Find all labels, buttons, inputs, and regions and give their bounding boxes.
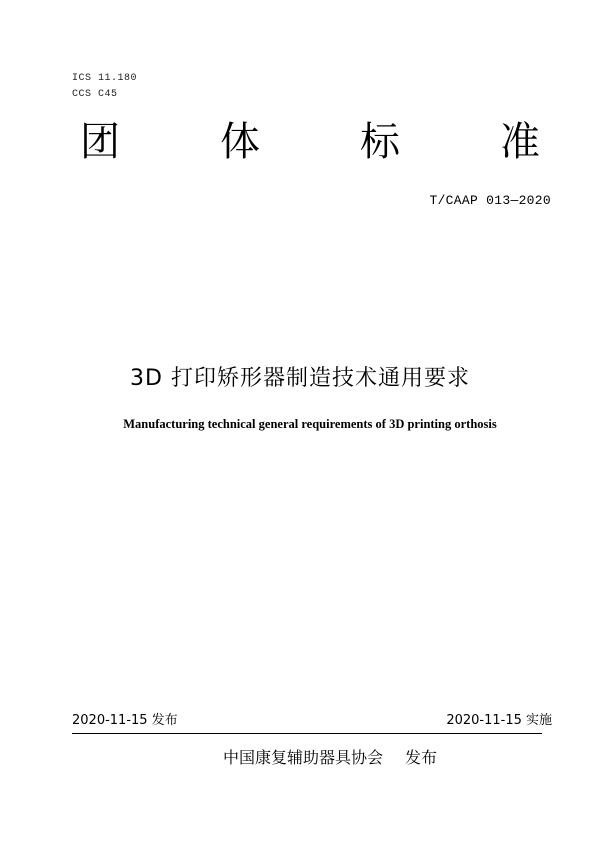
title-english: Manufacturing technical general requirements of 3D printing orthosis — [123, 417, 497, 431]
standard-number: T/CAAP 013—2020 — [429, 193, 551, 208]
issuer-name: 中国康复辅助器具协会 — [222, 748, 383, 767]
title-chinese: 3D 打印矫形器制造技术通用要求 — [130, 366, 470, 391]
standard-type-char: 准 — [500, 119, 540, 165]
footer-divider — [72, 733, 542, 734]
classification-codes — [72, 71, 137, 103]
ics-code: ICS 11.180 — [72, 73, 138, 84]
standard-type-heading — [80, 112, 540, 172]
publish-date: 2020-11-15 发布 — [72, 713, 178, 728]
standard-type-char: 团 — [80, 119, 120, 165]
issuer-action: 发布 — [405, 748, 438, 767]
standard-type-char: 标 — [360, 119, 400, 165]
ccs-code: CCS C45 — [72, 89, 118, 100]
issuer-line — [0, 747, 600, 769]
implement-date: 2020-11-15 实施 — [446, 713, 552, 728]
standard-type-char: 体 — [220, 119, 260, 165]
